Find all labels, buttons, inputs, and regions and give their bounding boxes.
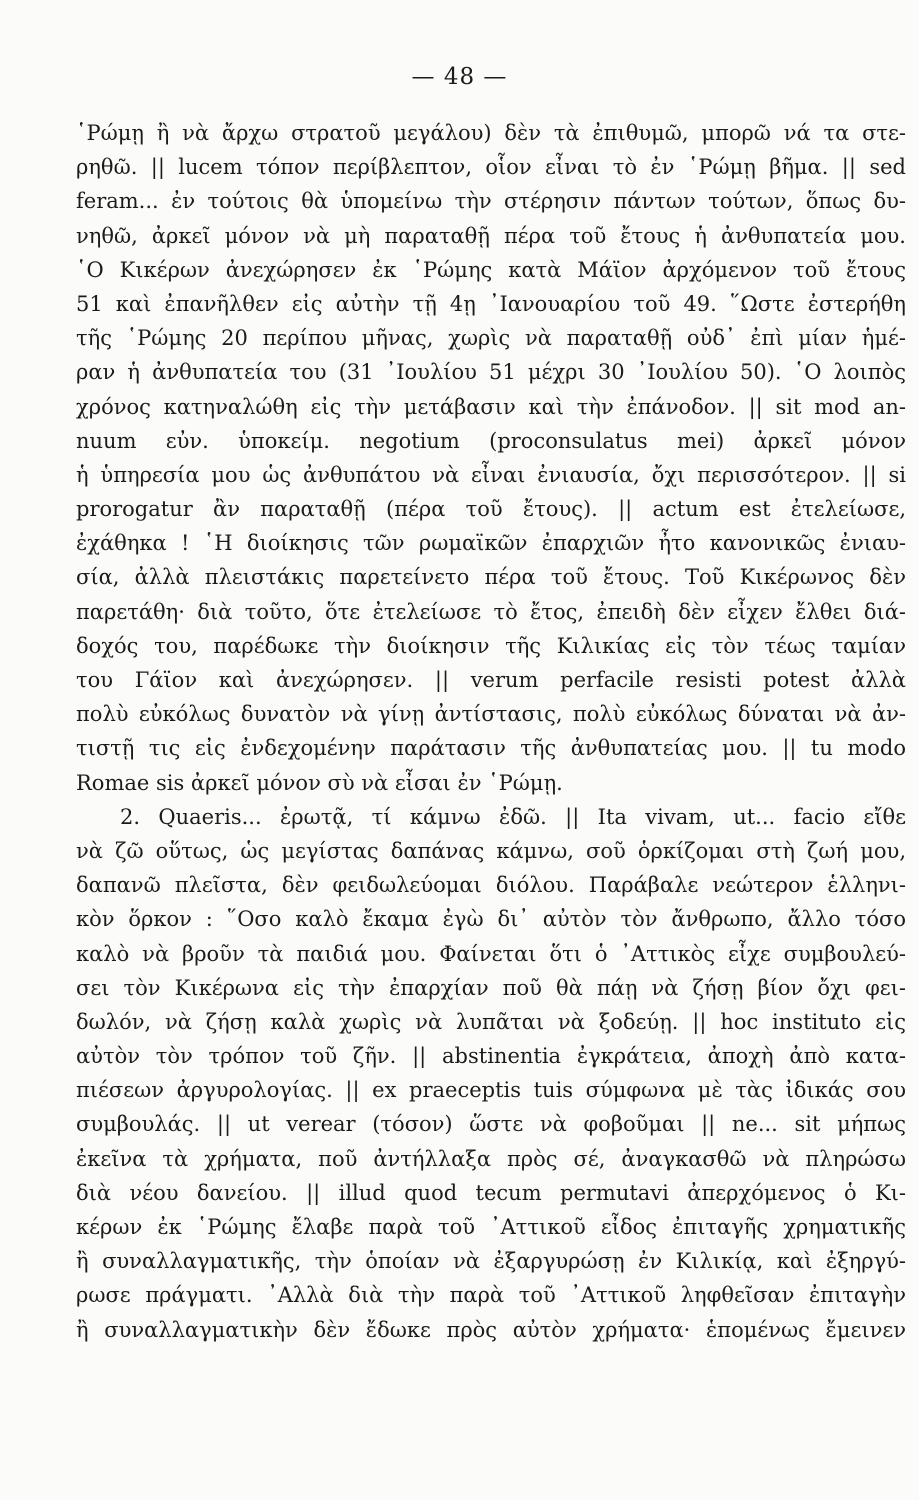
text-line: συμβουλάς. || ut verear (τόσον) ὥστε νὰ φοβοῦμαι || ne... sit μήπως bbox=[76, 1112, 906, 1137]
text-line: nuum εὐν. ὑποκείμ. negotium (proconsulatus mei) ἀρκεῖ μόνον bbox=[76, 428, 906, 453]
text-line: ἢ συναλλαγματικὴν δὲν ἔδωκε πρὸς αὐτὸν χρήματα· ἑπομένως ἔμεινεν bbox=[76, 1317, 906, 1342]
text-line: ἡ ὑπηρεσία μου ὡς ἀνθυπάτου νὰ εἶναι ἐνιαυσία, ὄχι περισσότερον. || si bbox=[76, 462, 906, 487]
text-line: κέρων ἐκ ῾Ρώμης ἔλαβε παρὰ τοῦ ᾿Αττικοῦ εἶδος ἐπιταγῆς χρηματικῆς bbox=[76, 1215, 906, 1239]
text-line: παρετάθη· διὰ τοῦτο, ὅτε ἐτελείωσε τὸ ἔτος, ἐπειδὴ δὲν εἶχεν ἔλθει διά- bbox=[76, 599, 906, 624]
text-line: prorogatur ἂν παραταθῇ (πέρα τοῦ ἔτους). || actum est ἐτελείωσε, bbox=[76, 497, 906, 522]
text-line: χρόνος κατηναλώθη εἰς τὴν μετάβασιν καὶ τὴν ἐπάνοδον. || sit mod an- bbox=[76, 394, 906, 419]
text-line: ἐχάθηκα ! ῾Η διοίκησις τῶν ρωμαϊκῶν ἐπαρχιῶν ἦτο κανονικῶς ἐνιαυ- bbox=[76, 531, 906, 556]
text-line: ῾Ο Κικέρων ἀνεχώρησεν ἐκ ῾Ρώμης κατὰ Μάϊον ἀρχόμενον τοῦ ἔτους bbox=[76, 257, 906, 282]
text-line: ρηθῶ. || lucem τόπον περίβλεπτον, οἷον εἶναι τὸ ἐν ῾Ρώμῃ βῆμα. || sed bbox=[76, 155, 906, 180]
text-line: ῾Ρώμῃ ἢ νὰ ἄρχω στρατοῦ μεγάλου) δὲν τὰ ἐπιθυμῶ, μπορῶ νά τα στε- bbox=[76, 121, 906, 145]
text-line: σία, ἀλλὰ πλειστάκις παρετείνετο πέρα τοῦ ἔτους. Τοῦ Κικέρωνος δὲν bbox=[76, 565, 906, 590]
text-line: Romae sis ἀρκεῖ μόνον σὺ νὰ εἶσαι ἐν ῾Ρώμῃ. bbox=[76, 770, 563, 795]
text-line: δοχός του, παρέδωκε τὴν διοίκησιν τῆς Κιλικίας εἰς τὸν τέως ταμίαν bbox=[76, 633, 906, 658]
text-line: ἢ συναλλαγματικῆς, τὴν ὁποίαν νὰ ἐξαργυρώσῃ ἐν Κιλικίᾳ, καὶ ἐξηργύ- bbox=[76, 1249, 906, 1274]
text-line: ραν ἡ ἀνθυπατεία του (31 ᾿Ιουλίου 51 μέχρι 30 ᾿Ιουλίου 50). ῾Ο λοιπὸς bbox=[76, 360, 906, 385]
text-line: τιστῇ τις εἰς ἐνδεχομένην παράτασιν τῆς ἀνθυπατείας μου. || tu modo bbox=[76, 736, 906, 761]
text-line: πιέσεων ἀργυρολογίας. || ex praeceptis tuis σύμφωνα μὲ τὰς ἰδικάς σου bbox=[76, 1078, 906, 1103]
text-line: διὰ νέου δανείου. || illud quod tecum permutavi ἀπερχόμενος ὁ Κι- bbox=[76, 1180, 906, 1205]
page-number: — 48 — bbox=[411, 64, 508, 90]
text-line: πολὺ εὐκόλως δυνατὸν νὰ γίνῃ ἀντίστασις, πολὺ εὐκόλως δύναται νὰ ἀν- bbox=[76, 702, 906, 727]
text-line: δωλόν, νὰ ζήσῃ καλὰ χωρὶς νὰ λυπᾶται νὰ ξοδεύῃ. || hoc instituto εἰς bbox=[76, 1009, 906, 1034]
text-line: νὰ ζῶ οὕτως, ὡς μεγίστας δαπάνας κάμνω, σοῦ ὁρκίζομαι στὴ ζωή μου, bbox=[76, 838, 906, 863]
text-line: κὸν ὅρκον : ῞Οσο καλὸ ἔκαμα ἐγὼ δι᾿ αὐτὸν τὸν ἄνθρωπο, ἄλλο τόσο bbox=[76, 907, 906, 932]
text-line: 51 καὶ ἐπανῆλθεν εἰς αὐτὴν τῇ 4ῃ ᾿Ιανουαρίου τοῦ 49. ῞Ωστε ἐστερήθη bbox=[76, 291, 906, 316]
commentary-text bbox=[76, 116, 906, 1347]
text-line: τῆς ῾Ρώμης 20 περίπου μῆνας, χωρὶς νὰ παραταθῇ οὐδ᾿ ἐπὶ μίαν ἡμέ- bbox=[76, 326, 906, 351]
text-line: δαπανῶ πλεῖστα, δὲν φειδωλεύομαι διόλου. Παράβαλε νεώτερον ἑλληνι- bbox=[76, 873, 906, 898]
paragraph-start-line: 2. Quaeris... ἐρωτᾷ, τί κάμνω ἐδῶ. || Ita vivam, ut... facio εἴθε bbox=[120, 804, 906, 829]
text-line: ἐκεῖνα τὰ χρήματα, ποῦ ἀντήλλαξα πρὸς σέ, ἀναγκασθῶ νὰ πληρώσω bbox=[76, 1146, 906, 1171]
text-line: καλὸ νὰ βροῦν τὰ παιδιά μου. Φαίνεται ὅτι ὁ ᾿Αττικὸς εἶχε συμβουλεύ- bbox=[76, 941, 906, 966]
text-line: feram... ἐν τούτοις θὰ ὑπομείνω τὴν στέρησιν πάντων τούτων, ὅπως δυ- bbox=[76, 189, 906, 214]
text-line: αὐτὸν τὸν τρόπον τοῦ ζῆν. || abstinentia ἐγκράτεια, ἀποχὴ ἀπὸ κατα- bbox=[76, 1044, 906, 1069]
text-line: σει τὸν Κικέρωνα εἰς τὴν ἐπαρχίαν ποῦ θὰ πάῃ νὰ ζήσῃ βίον ὄχι φει- bbox=[76, 975, 906, 1000]
text-line: ρωσε πράγματι. ᾿Αλλὰ διὰ τὴν παρὰ τοῦ ᾿Αττικοῦ ληφθεῖσαν ἐπιταγὴν bbox=[76, 1283, 906, 1308]
text-line: νηθῶ, ἀρκεῖ μόνον νὰ μὴ παραταθῇ πέρα τοῦ ἔτους ἡ ἀνθυπατεία μου. bbox=[76, 223, 906, 248]
text-line: του Γάϊον καὶ ἀνεχώρησεν. || verum perfacile resisti potest ἀλλὰ bbox=[76, 668, 906, 692]
